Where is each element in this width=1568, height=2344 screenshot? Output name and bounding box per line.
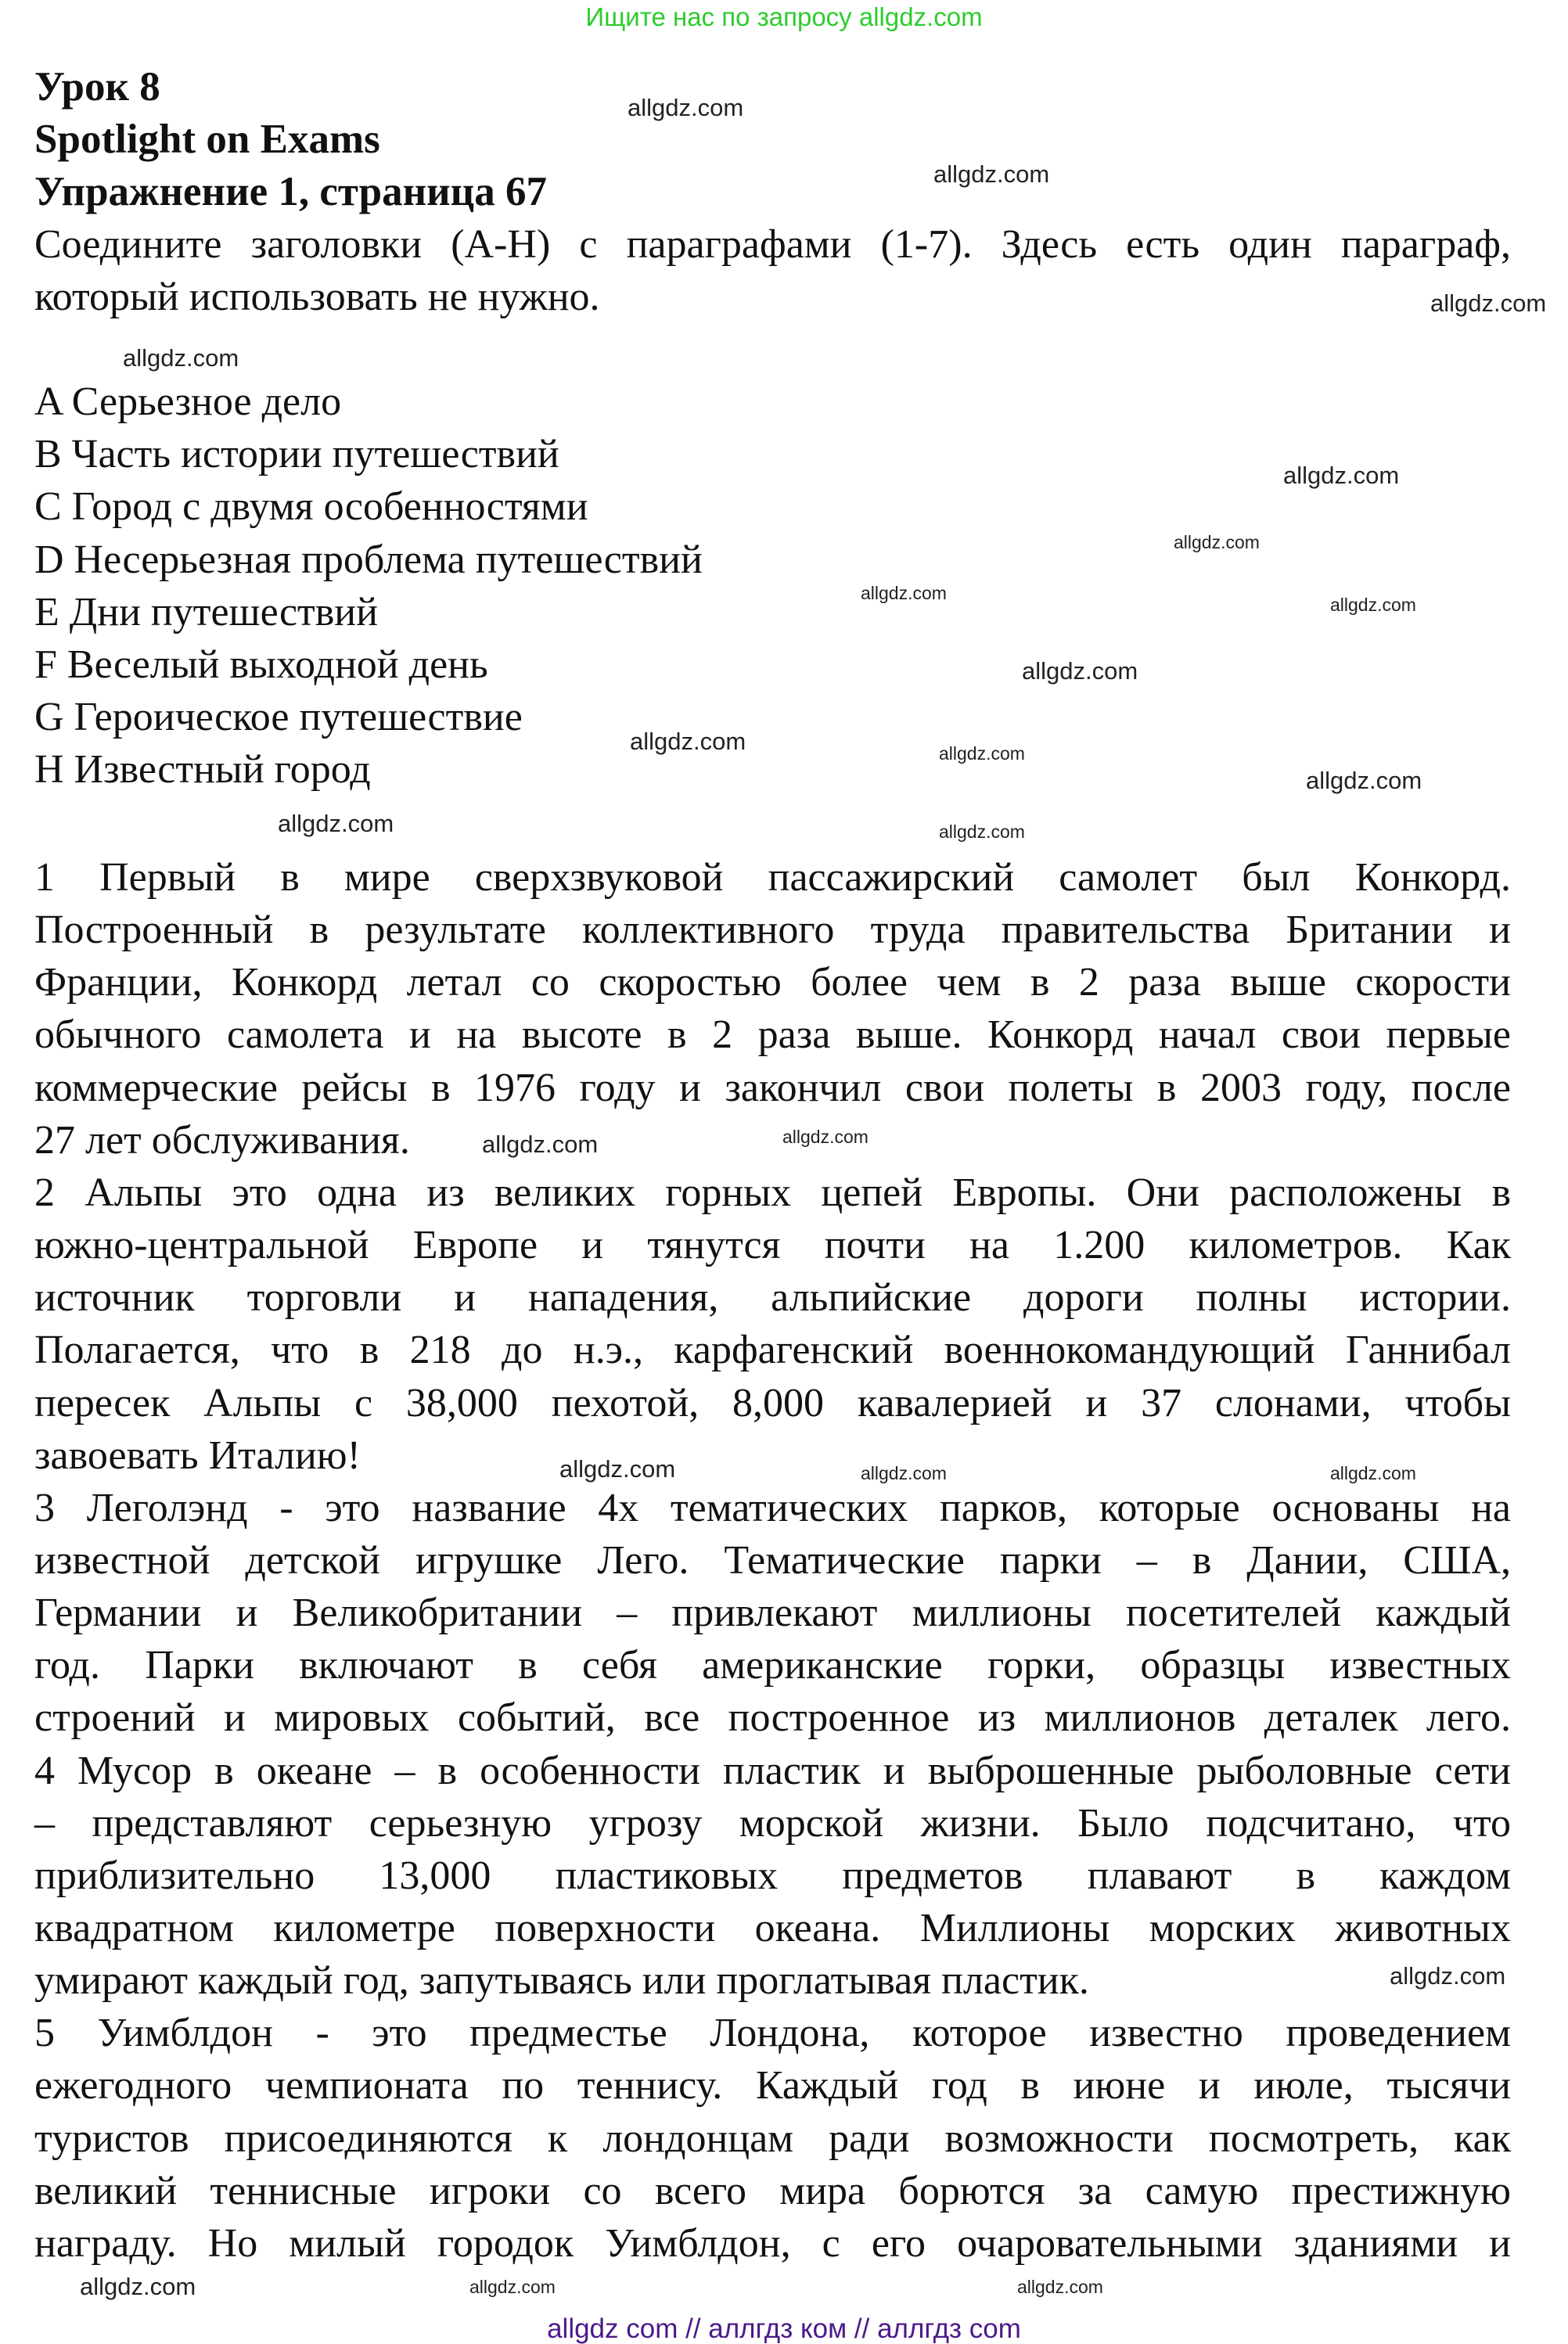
watermark: allgdz.com [80,2273,196,2300]
paragraph-line [34,2061,1511,2111]
watermark: allgdz.com [1330,595,1416,615]
watermark: allgdz.com [939,821,1025,842]
watermark: allgdz.com [1022,657,1138,685]
paragraph-line-text: великий теннисные игроки со всего мира борются за самую престижную [34,2168,1511,2213]
heading-option [34,640,488,690]
paragraph-line-text: завоевать Италию! [34,1433,361,1478]
paragraph-line-text: награду. Но милый городок Уимблдон, с его очаровательными зданиями и [34,2220,1511,2266]
paragraph-line [34,1379,1511,1429]
watermark: allgdz.com [1330,1463,1416,1483]
heading-option [34,692,523,742]
paragraph-line-text: источник торговли и нападения, альпийские дороги полны истории. [34,1275,1511,1321]
paragraph-line-text: Германии и Великобритании – привлекают миллионы посетителей каждый [34,1591,1511,1636]
paragraph-line [34,1641,1511,1691]
instruction-line-text: который использовать не нужно. [34,275,600,319]
paragraph-line-text: туристов присоединяются к лондонцам ради возможности посмотреть, как [34,2116,1511,2161]
paragraph-line-text: обычного самолета и на высоте в 2 раза выше. Конкорд начал свои первые [34,1012,1511,1058]
footer-links: allgdz com // аллгдз ком // аллгдз com [547,2313,1021,2344]
paragraph-line [34,1431,361,1481]
paragraph-line [34,1116,410,1166]
paragraph-line-text: квадратном километре поверхности океана. Миллионы морских животных [34,1906,1511,1950]
heading-option [34,745,371,795]
paragraph-line-text: пересек Альпы с 38,000 пехотой, 8,000 кавалерией и 37 слонами, чтобы [34,1380,1511,1425]
paragraph-line-text: Франции, Конкорд летал со скоростью более чем в 2 раза выше скорости [34,960,1511,1005]
paragraph-line-text: год. Парки включают в себя американские горки, образцы известных [34,1643,1511,1688]
heading-option-text: B Часть истории путешествий [34,432,559,477]
watermark: allgdz.com [861,1463,947,1483]
paragraph-line [34,1746,1511,1796]
paragraph-line [34,2114,1511,2164]
paragraph-line [34,1221,1511,1271]
paragraph-line [34,905,1511,955]
paragraph-line [34,1693,1511,1743]
paragraph-line [34,853,1511,903]
paragraph-line [34,1273,1511,1323]
paragraph-line [34,1483,1511,1533]
paragraph-line-text: коммерческие рейсы в 1976 году и закончил свои полеты в 2003 году, после [34,1065,1511,1110]
unit-title: Spotlight on Exams [34,117,380,162]
paragraph-line-text: 3 Леголэнд - это название 4х тематических парков, которые основаны на [34,1485,1511,1530]
instruction-line [34,220,1511,270]
paragraph-line-text: 27 лет обслуживания. [34,1117,410,1163]
paragraph-line [34,1588,1511,1638]
paragraph-line [34,958,1511,1008]
heading-option [34,482,588,532]
watermark: allgdz.com [628,94,744,121]
paragraph-line-text: умирают каждый год, запутываясь или проглатывая пластик. [34,1958,1089,2004]
paragraph-line [34,1799,1511,1849]
watermark: allgdz.com [559,1455,676,1483]
watermark: allgdz.com [1430,289,1547,317]
paragraph-line [34,1956,1089,2006]
paragraph-line-text: приблизительно 13,000 пластиковых предметов плавают в каждом [34,1853,1511,1898]
paragraph-line [34,2166,1511,2216]
heading-option [34,430,559,480]
paragraph-line-text: Полагается, что в 218 до н.э., карфагенский военнокомандующий Ганнибал [34,1328,1511,1373]
paragraph-line-text: Построенный в результате коллективного труда правительства Британии и [34,908,1511,953]
paragraph-line-text: 4 Мусор в океане – в особенности пластик и выброшенные рыболовные сети [34,1748,1511,1793]
paragraph-line [34,1851,1511,1901]
paragraph-line [34,2008,1511,2058]
paragraph-line-text: строений и мировых событий, все построенное из миллионов деталек лего. [34,1695,1511,1741]
paragraph-line [34,1010,1511,1060]
paragraph-line [34,1168,1511,1218]
heading-option-text: E Дни путешествий [34,589,378,635]
watermark: allgdz.com [1283,462,1400,489]
watermark: allgdz.com [278,810,394,837]
watermark: allgdz.com [861,583,947,603]
paragraph-line-text: – представляют серьезную угрозу морской жизни. Было подсчитано, что [34,1800,1511,1846]
heading-option-text: D Несерьезная проблема путешествий [34,537,703,582]
heading-option [34,535,703,585]
watermark: allgdz.com [1017,2277,1103,2297]
watermark: allgdz.com [1174,532,1260,552]
heading-option-text: A Серьезное дело [34,379,342,424]
watermark: allgdz.com [1306,767,1422,794]
heading-option [34,588,378,638]
watermark: allgdz.com [630,728,746,755]
instruction-line [34,272,600,322]
watermark: allgdz.com [482,1131,599,1158]
watermark: allgdz.com [933,160,1050,188]
exercise-title: Упражнение 1, страница 67 [34,169,547,214]
paragraph-line-text: ежегодного чемпионата по теннису. Каждый год в июне и июле, тысячи [34,2063,1511,2109]
heading-option [34,377,341,427]
heading-option-text: F Веселый выходной день [34,642,488,687]
watermark: allgdz.com [123,344,239,372]
watermark: allgdz.com [782,1127,869,1147]
heading-option-text: C Город с двумя особенностями [34,484,588,530]
heading-option-text: H Известный город [34,747,371,793]
watermark: allgdz.com [1390,1962,1506,1990]
paragraph-line-text: 1 Первый в мире сверхзвуковой пассажирский самолет был Конкорд. [34,855,1511,900]
paragraph-line [34,1904,1511,1954]
watermark: allgdz.com [939,743,1025,764]
watermark: allgdz.com [469,2277,556,2297]
paragraph-line [34,1536,1511,1586]
paragraph-line-text: известной детской игрушке Лего. Тематические парки – в Дании, США, [34,1537,1511,1583]
paragraph-line [34,1063,1511,1113]
paragraph-line-text: южно-центральной Европе и тянутся почти на 1.200 километров. Как [34,1223,1511,1268]
paragraph-line-text: 5 Уимблдон - это предместье Лондона, которое известно проведением [34,2011,1511,2056]
instruction-line-text: Соедините заголовки (A-H) с параграфами (1-7). Здесь есть один параграф, [34,222,1511,267]
paragraph-line [34,2219,1511,2269]
paragraph-line-text: 2 Альпы это одна из великих горных цепей Европы. Они расположены в [34,1170,1511,1215]
paragraph-line [34,1325,1511,1375]
heading-option-text: G Героическое путешествие [34,695,523,740]
header-banner: Ищите нас по запросу allgdz.com [585,2,983,31]
lesson-title: Урок 8 [34,64,160,110]
